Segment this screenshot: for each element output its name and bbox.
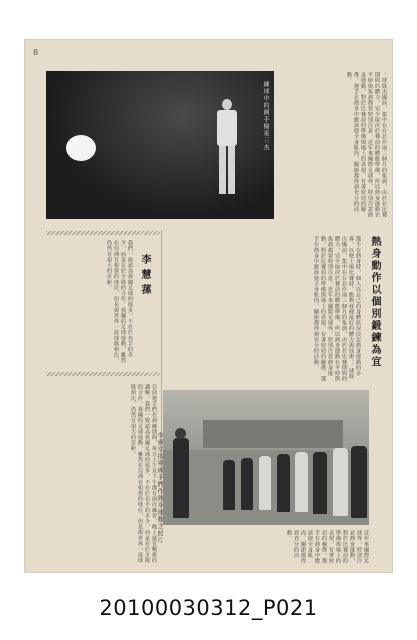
- magazine-page: [25, 40, 392, 572]
- left-article-bottom-rule: [46, 372, 160, 376]
- top-photo-caption: 練球中的國手楊東三杰: [262, 81, 269, 151]
- player-figure: [214, 99, 240, 199]
- bottom-photo: [163, 390, 369, 525]
- right-upper-text: 。球隊出國前，集中在台北作兩三個月的集訓，由於在比賽期間的體力，完全取決於賽前的體能準備，所以熱身運動在平時與集訓都要特別注意。近年來國際足球界，特別注意熱身運動，對於比賽前的準備與場上的表現，有著密切的關係。選手在熱身中應該使全身肌肉、關節都得到充分的活動。: [346, 72, 387, 218]
- section-title-warmup: 熱身動作以個別鍛鍊為宜: [369, 236, 380, 368]
- page-number: 8: [33, 48, 39, 57]
- building-background: [203, 420, 343, 448]
- archive-id-label: 20100030312_P021: [99, 596, 318, 620]
- player-line: [223, 460, 235, 510]
- coach-figure: [173, 438, 189, 518]
- left-lower-text: 目前選手們在訓練期間，每日上午及下午都有兩次練習，晚上還有戰術的講解。我們一致認為我國足球的進步，不在於名手的多少，而是在於全隊的合作。我國的足球運動，雖然在亞洲有相當的地位，但是與世界一流球隊相比，仍然有很大的差距。: [130, 384, 157, 564]
- left-article-top-rule: [46, 231, 160, 235]
- left-article-text: 我們一致認為我國足球的進步，不在於名手的多少，而是在於全隊的合作。我國的足球運動，雖然在亞洲有相當的地位，但是與世界一流球隊相比，仍然有很大的差距。: [106, 240, 133, 364]
- top-photo: [46, 71, 274, 219]
- soccer-ball: [66, 135, 96, 161]
- right-lower-text: 近年來國際足球界，特別注意熱身運動，對於比賽前的準備與場上的表現，有著密切的關係。選手在熱身中應該使全身肌肉、關節都得到充分的活動。: [286, 530, 369, 564]
- bottom-photo-caption: 李惠堂指導國手們作熱身運動之照片: [156, 432, 163, 544]
- left-article-byline: 李慧蓀: [139, 254, 150, 299]
- right-body-text: 選手在熱身時，個人以自己的身體狀況決定熱身運動的多寡，以便上場比賽時，能夠發揮最好的體力與技術。。球隊出國前，集中在台北作兩三個月的集訓，由於在比賽期間的體力，完全取決於賽前的體能準備，所以熱身運動在平時與集訓都要特別注意。近年來國際足球界，特別注意熱身運動，對於比賽前的準備與場上的表現，有著密切的關係。選手在熱身中應該使全身肌肉、關節都得到充分的活動。: [313, 236, 361, 382]
